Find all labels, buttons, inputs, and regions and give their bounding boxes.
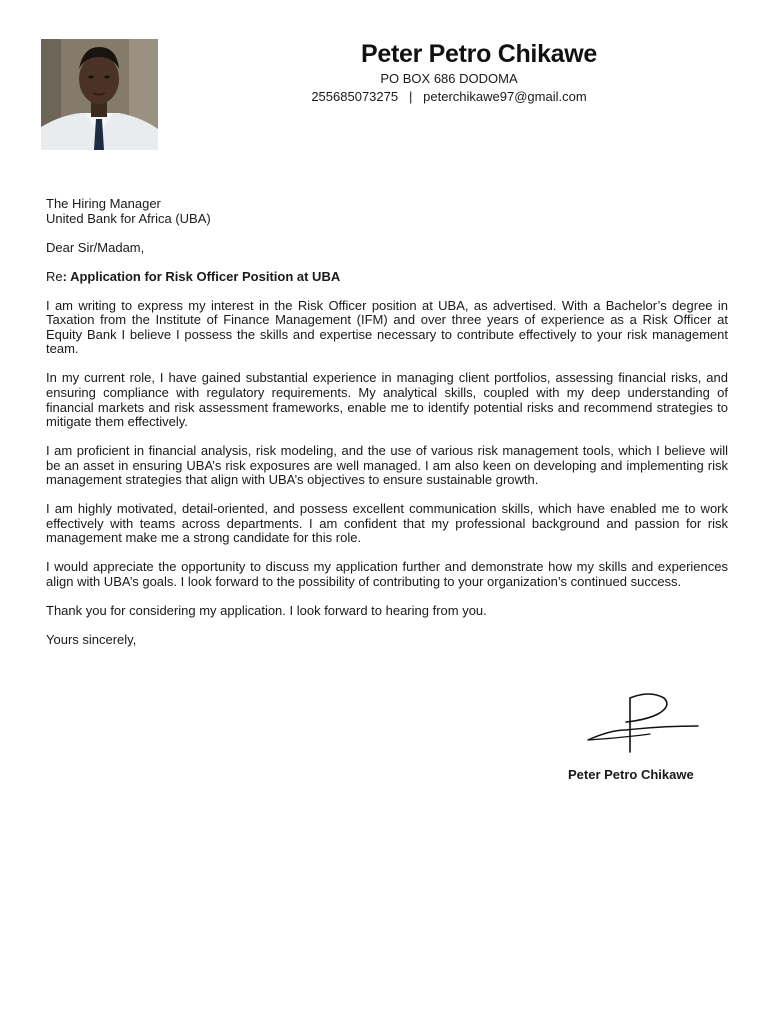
subject-line — [46, 270, 728, 285]
applicant-name: Peter Petro Chikawe — [360, 40, 598, 68]
recipient-block — [46, 197, 728, 226]
applicant-address: PO BOX 686 DODOMA — [380, 71, 518, 86]
body-paragraph: I am highly motivated, detail-oriented, and possess excellent communication skills, which have enabled me to work effectively with teams across departments. I am confident that my professional background and passion for risk management make me a strong candidate for this role. — [46, 501, 728, 546]
letter-body — [46, 197, 728, 662]
profile-photo — [41, 39, 158, 150]
applicant-phone: 255685073275 — [311, 89, 399, 104]
subject-prefix: Re — [46, 268, 63, 284]
recipient-organization: United Bank for Africa (UBA) — [46, 210, 211, 226]
signer-name: Peter Petro Chikawe — [568, 767, 694, 782]
applicant-email: peterchikawe97@gmail.com — [423, 89, 587, 104]
subject-text: : Application for Risk Officer Position at UBA — [62, 268, 341, 284]
letter-header — [170, 38, 728, 107]
body-paragraph: I am proficient in financial analysis, risk modeling, and the use of various risk management tools, which I believe will be an asset in ensuring UBA’s risk exposures are well managed. I am also keen on developing and implementing risk management strategies that align with UBA’s objectives to ensure sustainable growth. — [46, 443, 728, 488]
salutation: Dear Sir/Madam, — [46, 239, 145, 255]
contact-separator: | — [408, 89, 413, 104]
recipient-title: The Hiring Manager — [46, 196, 161, 211]
body-paragraph: I am writing to express my interest in the Risk Officer position at UBA, as advertised. With a Bachelor’s degree in Taxation from the Institute of Finance Management (IFM) and over three years of experience as a Risk Officer at Equity Bank I believe I possess the skills and expertise necessary to contribute effectively to your risk management team. — [46, 297, 728, 357]
closing: Yours sincerely, — [46, 631, 137, 647]
body-paragraph: In my current role, I have gained substantial experience in managing client portfolios, assessing financial risks, and ensuring compliance with regulatory requirements. My analytical skills, coupled with my deep understanding of financial markets and risk assessment frameworks, enable me to identify potential risks and recommend strategies to mitigate them effectively. — [46, 370, 728, 430]
body-paragraph: Thank you for considering my application. I look forward to hearing from you. — [46, 603, 487, 618]
handwritten-signature — [580, 690, 710, 760]
body-paragraph: I would appreciate the opportunity to discuss my application further and demonstrate how my skills and experiences align with UBA’s goals. I look forward to the possibility of contributing to your organization’s continued success. — [46, 559, 728, 590]
applicant-contact — [170, 87, 728, 107]
